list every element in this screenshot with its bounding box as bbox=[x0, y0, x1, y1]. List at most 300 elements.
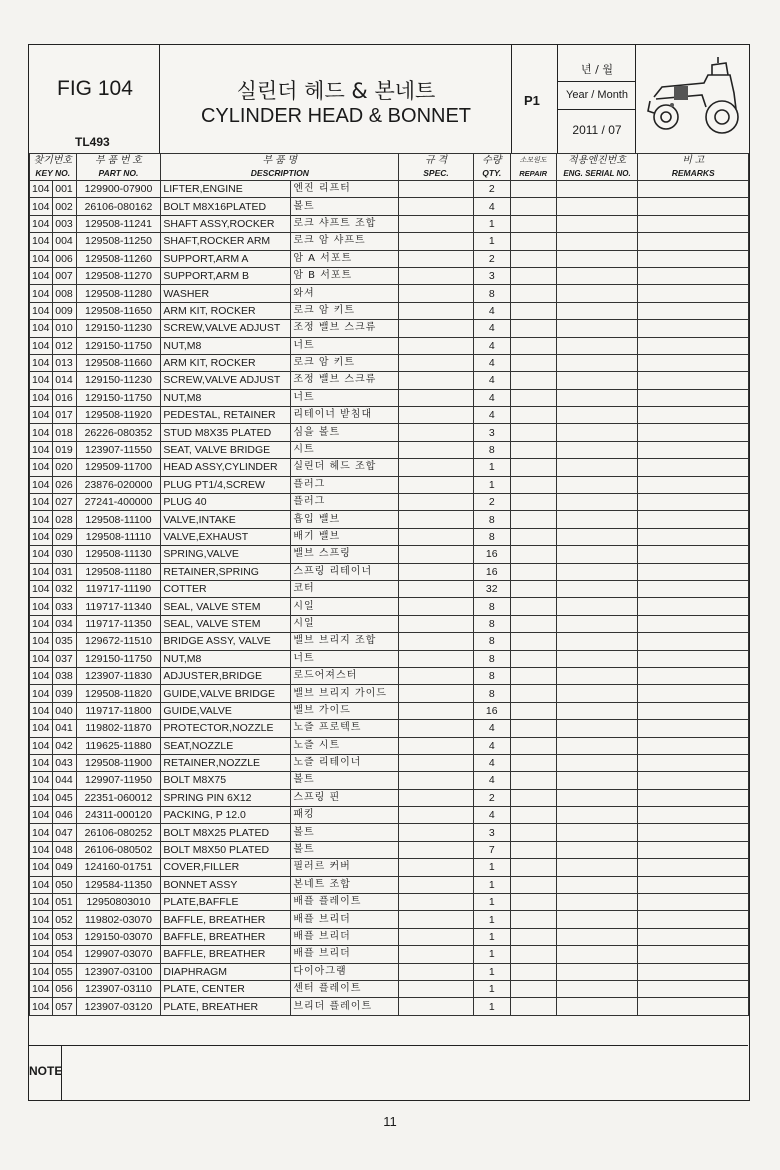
part-number-cell: 129508-11241 bbox=[76, 215, 161, 232]
spec-cell bbox=[399, 633, 474, 650]
col-key-ko: 찾기번호 bbox=[30, 154, 77, 168]
spec-cell bbox=[399, 198, 474, 215]
description-cell: PACKING, P 12.0 bbox=[161, 807, 291, 824]
part-number-cell: 129508-11180 bbox=[76, 563, 161, 580]
spec-cell bbox=[399, 546, 474, 563]
serial-cell bbox=[556, 946, 638, 963]
serial-cell bbox=[556, 407, 638, 424]
part-number-cell: 119802-11870 bbox=[76, 720, 161, 737]
fig-number-cell: 104 bbox=[30, 407, 53, 424]
serial-cell bbox=[556, 181, 638, 198]
quantity-cell: 1 bbox=[473, 459, 510, 476]
spec-cell bbox=[399, 824, 474, 841]
remarks-cell bbox=[638, 650, 749, 667]
remarks-cell bbox=[638, 824, 749, 841]
repair-cell bbox=[510, 389, 556, 406]
remarks-cell bbox=[638, 633, 749, 650]
part-number-cell: 129584-11350 bbox=[76, 876, 161, 893]
table-row bbox=[30, 285, 749, 302]
remarks-cell bbox=[638, 789, 749, 806]
key-number-cell: 027 bbox=[52, 494, 76, 511]
serial-cell bbox=[556, 511, 638, 528]
serial-cell bbox=[556, 650, 638, 667]
title-korean: 실린더 헤드 & 본네트 bbox=[236, 79, 436, 103]
fig-number-cell: 104 bbox=[30, 198, 53, 215]
part-number-cell: 119717-11800 bbox=[76, 702, 161, 719]
korean-name-cell: 시일 bbox=[291, 598, 399, 615]
description-cell: SPRING,VALVE bbox=[161, 546, 291, 563]
korean-name-cell: 밸브 브리지 조합 bbox=[291, 633, 399, 650]
quantity-cell: 8 bbox=[473, 685, 510, 702]
part-number-cell: 129150-11230 bbox=[76, 372, 161, 389]
description-cell: VALVE,INTAKE bbox=[161, 511, 291, 528]
spec-cell bbox=[399, 354, 474, 371]
korean-name-cell: 코터 bbox=[291, 580, 399, 597]
remarks-cell bbox=[638, 876, 749, 893]
key-number-cell: 006 bbox=[52, 250, 76, 267]
remarks-cell bbox=[638, 372, 749, 389]
key-number-cell: 034 bbox=[52, 615, 76, 632]
description-cell: SEAL, VALVE STEM bbox=[161, 598, 291, 615]
repair-cell bbox=[510, 772, 556, 789]
key-number-cell: 012 bbox=[52, 337, 76, 354]
description-cell: SCREW,VALVE ADJUST bbox=[161, 320, 291, 337]
key-number-cell: 053 bbox=[52, 928, 76, 945]
quantity-cell: 1 bbox=[473, 980, 510, 997]
quantity-cell: 2 bbox=[473, 494, 510, 511]
table-row bbox=[30, 894, 749, 911]
serial-cell bbox=[556, 633, 638, 650]
korean-name-cell: 볼트 bbox=[291, 824, 399, 841]
part-number-cell: 129150-11230 bbox=[76, 320, 161, 337]
key-number-cell: 055 bbox=[52, 963, 76, 980]
part-number-cell: 129508-11260 bbox=[76, 250, 161, 267]
serial-cell bbox=[556, 928, 638, 945]
spec-cell bbox=[399, 841, 474, 858]
serial-cell bbox=[556, 476, 638, 493]
description-cell: SHAFT ASSY,ROCKER bbox=[161, 215, 291, 232]
spec-cell bbox=[399, 615, 474, 632]
note-area bbox=[29, 1045, 748, 1101]
korean-name-cell: 본네트 조합 bbox=[291, 876, 399, 893]
fig-number-cell: 104 bbox=[30, 563, 53, 580]
fig-number-cell: 104 bbox=[30, 233, 53, 250]
description-cell: BOLT M8X25 PLATED bbox=[161, 824, 291, 841]
repair-cell bbox=[510, 667, 556, 684]
spec-cell bbox=[399, 459, 474, 476]
parts-sheet bbox=[28, 44, 750, 1101]
description-cell: BOLT M8X16PLATED bbox=[161, 198, 291, 215]
key-number-cell: 030 bbox=[52, 546, 76, 563]
table-row bbox=[30, 998, 749, 1015]
key-number-cell: 045 bbox=[52, 789, 76, 806]
repair-cell bbox=[510, 841, 556, 858]
key-number-cell: 033 bbox=[52, 598, 76, 615]
remarks-cell bbox=[638, 841, 749, 858]
repair-cell bbox=[510, 824, 556, 841]
repair-cell bbox=[510, 980, 556, 997]
remarks-cell bbox=[638, 407, 749, 424]
key-number-cell: 010 bbox=[52, 320, 76, 337]
serial-cell bbox=[556, 980, 638, 997]
fig-number-cell: 104 bbox=[30, 685, 53, 702]
fig-number-cell: 104 bbox=[30, 633, 53, 650]
description-cell: BAFFLE, BREATHER bbox=[161, 946, 291, 963]
spec-cell bbox=[399, 980, 474, 997]
fig-number-cell: 104 bbox=[30, 859, 53, 876]
description-cell: SUPPORT,ARM B bbox=[161, 267, 291, 284]
page-code-cell bbox=[512, 45, 558, 153]
tractor-icon bbox=[642, 53, 742, 143]
part-number-cell: 119717-11340 bbox=[76, 598, 161, 615]
fig-number-cell: 104 bbox=[30, 580, 53, 597]
spec-cell bbox=[399, 511, 474, 528]
remarks-cell bbox=[638, 198, 749, 215]
key-number-cell: 047 bbox=[52, 824, 76, 841]
table-row bbox=[30, 476, 749, 493]
remarks-cell bbox=[638, 511, 749, 528]
quantity-cell: 2 bbox=[473, 181, 510, 198]
quantity-cell: 8 bbox=[473, 667, 510, 684]
key-number-cell: 039 bbox=[52, 685, 76, 702]
table-row bbox=[30, 772, 749, 789]
korean-name-cell: 리테이너 받침대 bbox=[291, 407, 399, 424]
table-row bbox=[30, 511, 749, 528]
fig-number-cell: 104 bbox=[30, 754, 53, 771]
quantity-cell: 3 bbox=[473, 824, 510, 841]
key-number-cell: 028 bbox=[52, 511, 76, 528]
description-cell: NUT,M8 bbox=[161, 337, 291, 354]
quantity-cell: 4 bbox=[473, 772, 510, 789]
spec-cell bbox=[399, 528, 474, 545]
spec-cell bbox=[399, 876, 474, 893]
part-number-cell: 129508-11110 bbox=[76, 528, 161, 545]
korean-name-cell: 스프링 핀 bbox=[291, 789, 399, 806]
key-number-cell: 020 bbox=[52, 459, 76, 476]
repair-cell bbox=[510, 580, 556, 597]
table-row bbox=[30, 720, 749, 737]
repair-cell bbox=[510, 807, 556, 824]
korean-name-cell: 배플 플레이트 bbox=[291, 894, 399, 911]
korean-name-cell: 너트 bbox=[291, 337, 399, 354]
serial-cell bbox=[556, 267, 638, 284]
serial-cell bbox=[556, 580, 638, 597]
fig-number-cell: 104 bbox=[30, 720, 53, 737]
part-number-cell: 129672-11510 bbox=[76, 633, 161, 650]
remarks-cell bbox=[638, 980, 749, 997]
quantity-cell: 4 bbox=[473, 754, 510, 771]
table-row bbox=[30, 372, 749, 389]
korean-name-cell: 브리더 플레이트 bbox=[291, 998, 399, 1015]
remarks-cell bbox=[638, 963, 749, 980]
table-row bbox=[30, 198, 749, 215]
fig-number-cell: 104 bbox=[30, 511, 53, 528]
table-row bbox=[30, 946, 749, 963]
repair-cell bbox=[510, 720, 556, 737]
col-desc-ko: 부 품 명 bbox=[161, 154, 399, 168]
key-number-cell: 019 bbox=[52, 441, 76, 458]
part-number-cell: 129508-11270 bbox=[76, 267, 161, 284]
korean-name-cell: 로크 암 키트 bbox=[291, 302, 399, 319]
part-number-cell: 129509-11700 bbox=[76, 459, 161, 476]
year-month-cell bbox=[558, 45, 636, 153]
spec-cell bbox=[399, 337, 474, 354]
table-row bbox=[30, 876, 749, 893]
title-cell bbox=[160, 45, 512, 153]
remarks-cell bbox=[638, 859, 749, 876]
serial-cell bbox=[556, 720, 638, 737]
table-row bbox=[30, 546, 749, 563]
key-number-cell: 054 bbox=[52, 946, 76, 963]
fig-number-cell: 104 bbox=[30, 250, 53, 267]
fig-number-cell: 104 bbox=[30, 841, 53, 858]
serial-cell bbox=[556, 494, 638, 511]
description-cell: SEAL, VALVE STEM bbox=[161, 615, 291, 632]
table-row bbox=[30, 580, 749, 597]
description-cell: NUT,M8 bbox=[161, 389, 291, 406]
fig-number-cell: 104 bbox=[30, 789, 53, 806]
table-row bbox=[30, 302, 749, 319]
col-key-en: KEY NO. bbox=[30, 167, 77, 181]
remarks-cell bbox=[638, 685, 749, 702]
table-row bbox=[30, 407, 749, 424]
table-row bbox=[30, 859, 749, 876]
description-cell: BONNET ASSY bbox=[161, 876, 291, 893]
spec-cell bbox=[399, 372, 474, 389]
serial-cell bbox=[556, 772, 638, 789]
remarks-cell bbox=[638, 494, 749, 511]
serial-cell bbox=[556, 807, 638, 824]
description-cell: PLUG 40 bbox=[161, 494, 291, 511]
repair-cell bbox=[510, 928, 556, 945]
korean-name-cell: 배기 밸브 bbox=[291, 528, 399, 545]
description-cell: BAFFLE, BREATHER bbox=[161, 928, 291, 945]
repair-cell bbox=[510, 737, 556, 754]
description-cell: RETAINER,SPRING bbox=[161, 563, 291, 580]
fig-number-cell: 104 bbox=[30, 424, 53, 441]
repair-cell bbox=[510, 998, 556, 1015]
table-row bbox=[30, 754, 749, 771]
quantity-cell: 4 bbox=[473, 737, 510, 754]
repair-cell bbox=[510, 320, 556, 337]
table-row bbox=[30, 667, 749, 684]
korean-name-cell: 배플 브리더 bbox=[291, 911, 399, 928]
serial-cell bbox=[556, 998, 638, 1015]
fig-number-cell: 104 bbox=[30, 615, 53, 632]
quantity-cell: 4 bbox=[473, 198, 510, 215]
key-number-cell: 050 bbox=[52, 876, 76, 893]
col-repair-en: REPAIR bbox=[510, 167, 556, 181]
table-row bbox=[30, 233, 749, 250]
repair-cell bbox=[510, 285, 556, 302]
korean-name-cell: 노즐 프로텍트 bbox=[291, 720, 399, 737]
quantity-cell: 4 bbox=[473, 389, 510, 406]
key-number-cell: 044 bbox=[52, 772, 76, 789]
table-row bbox=[30, 441, 749, 458]
part-number-cell: 26226-080352 bbox=[76, 424, 161, 441]
repair-cell bbox=[510, 511, 556, 528]
remarks-cell bbox=[638, 320, 749, 337]
korean-name-cell: 볼트 bbox=[291, 198, 399, 215]
serial-cell bbox=[556, 354, 638, 371]
remarks-cell bbox=[638, 580, 749, 597]
table-row bbox=[30, 789, 749, 806]
repair-cell bbox=[510, 198, 556, 215]
quantity-cell: 1 bbox=[473, 911, 510, 928]
repair-cell bbox=[510, 407, 556, 424]
repair-cell bbox=[510, 963, 556, 980]
page-code: P1 bbox=[524, 93, 540, 108]
spec-cell bbox=[399, 215, 474, 232]
part-number-cell: 129508-11920 bbox=[76, 407, 161, 424]
quantity-cell: 4 bbox=[473, 354, 510, 371]
korean-name-cell: 로드어져스터 bbox=[291, 667, 399, 684]
description-cell: LIFTER,ENGINE bbox=[161, 181, 291, 198]
quantity-cell: 8 bbox=[473, 441, 510, 458]
quantity-cell: 1 bbox=[473, 215, 510, 232]
spec-cell bbox=[399, 250, 474, 267]
quantity-cell: 4 bbox=[473, 720, 510, 737]
spec-cell bbox=[399, 302, 474, 319]
part-number-cell: 129150-11750 bbox=[76, 337, 161, 354]
korean-name-cell: 스프링 리테이너 bbox=[291, 563, 399, 580]
tractor-illustration-cell bbox=[636, 45, 748, 153]
remarks-cell bbox=[638, 667, 749, 684]
quantity-cell: 2 bbox=[473, 250, 510, 267]
description-cell: PEDESTAL, RETAINER bbox=[161, 407, 291, 424]
part-number-cell: 123907-11550 bbox=[76, 441, 161, 458]
serial-cell bbox=[556, 302, 638, 319]
spec-cell bbox=[399, 563, 474, 580]
korean-name-cell: 패킹 bbox=[291, 807, 399, 824]
key-number-cell: 042 bbox=[52, 737, 76, 754]
korean-name-cell: 배플 브리더 bbox=[291, 946, 399, 963]
description-cell: PLATE,BAFFLE bbox=[161, 894, 291, 911]
serial-cell bbox=[556, 911, 638, 928]
remarks-cell bbox=[638, 459, 749, 476]
description-cell: HEAD ASSY,CYLINDER bbox=[161, 459, 291, 476]
korean-name-cell: 노즐 시트 bbox=[291, 737, 399, 754]
repair-cell bbox=[510, 946, 556, 963]
repair-cell bbox=[510, 633, 556, 650]
korean-name-cell: 암 A 서포트 bbox=[291, 250, 399, 267]
spec-cell bbox=[399, 667, 474, 684]
description-cell: GUIDE,VALVE BRIDGE bbox=[161, 685, 291, 702]
key-number-cell: 008 bbox=[52, 285, 76, 302]
fig-cell bbox=[29, 45, 160, 153]
part-number-cell: 129900-07900 bbox=[76, 181, 161, 198]
note-label: NOTE bbox=[29, 1064, 63, 1078]
remarks-cell bbox=[638, 702, 749, 719]
fig-number-cell: 104 bbox=[30, 320, 53, 337]
remarks-cell bbox=[638, 928, 749, 945]
repair-cell bbox=[510, 372, 556, 389]
repair-cell bbox=[510, 337, 556, 354]
remarks-cell bbox=[638, 389, 749, 406]
fig-number-cell: 104 bbox=[30, 737, 53, 754]
key-number-cell: 046 bbox=[52, 807, 76, 824]
description-cell: BAFFLE, BREATHER bbox=[161, 911, 291, 928]
quantity-cell: 8 bbox=[473, 598, 510, 615]
table-row bbox=[30, 494, 749, 511]
quantity-cell: 4 bbox=[473, 407, 510, 424]
korean-name-cell: 시일 bbox=[291, 615, 399, 632]
serial-cell bbox=[556, 876, 638, 893]
quantity-cell: 1 bbox=[473, 859, 510, 876]
part-number-cell: 27241-400000 bbox=[76, 494, 161, 511]
part-number-cell: 119717-11190 bbox=[76, 580, 161, 597]
page-number: 11 bbox=[383, 1114, 397, 1129]
table-row bbox=[30, 633, 749, 650]
part-number-cell: 129508-11130 bbox=[76, 546, 161, 563]
repair-cell bbox=[510, 650, 556, 667]
repair-cell bbox=[510, 494, 556, 511]
fig-number-cell: 104 bbox=[30, 181, 53, 198]
repair-cell bbox=[510, 876, 556, 893]
remarks-cell bbox=[638, 911, 749, 928]
remarks-cell bbox=[638, 563, 749, 580]
remarks-cell bbox=[638, 233, 749, 250]
repair-cell bbox=[510, 563, 556, 580]
repair-cell bbox=[510, 459, 556, 476]
description-cell: ADJUSTER,BRIDGE bbox=[161, 667, 291, 684]
spec-cell bbox=[399, 911, 474, 928]
key-number-cell: 051 bbox=[52, 894, 76, 911]
key-number-cell: 040 bbox=[52, 702, 76, 719]
header-row-korean bbox=[30, 154, 749, 168]
quantity-cell: 16 bbox=[473, 546, 510, 563]
description-cell: SEAT, VALVE BRIDGE bbox=[161, 441, 291, 458]
key-number-cell: 001 bbox=[52, 181, 76, 198]
key-number-cell: 056 bbox=[52, 980, 76, 997]
quantity-cell: 1 bbox=[473, 876, 510, 893]
repair-cell bbox=[510, 267, 556, 284]
table-row bbox=[30, 807, 749, 824]
part-number-cell: 119717-11350 bbox=[76, 615, 161, 632]
korean-name-cell: 플러그 bbox=[291, 476, 399, 493]
table-row bbox=[30, 911, 749, 928]
fig-number-cell: 104 bbox=[30, 946, 53, 963]
spec-cell bbox=[399, 389, 474, 406]
quantity-cell: 4 bbox=[473, 320, 510, 337]
repair-cell bbox=[510, 181, 556, 198]
col-spec-en: SPEC. bbox=[399, 167, 474, 181]
description-cell: SHAFT,ROCKER ARM bbox=[161, 233, 291, 250]
description-cell: SCREW,VALVE ADJUST bbox=[161, 372, 291, 389]
remarks-cell bbox=[638, 302, 749, 319]
fig-number: FIG 104 bbox=[57, 77, 133, 100]
table-row bbox=[30, 320, 749, 337]
korean-name-cell: 조정 밸브 스크류 bbox=[291, 320, 399, 337]
key-number-cell: 002 bbox=[52, 198, 76, 215]
fig-number-cell: 104 bbox=[30, 911, 53, 928]
table-row bbox=[30, 459, 749, 476]
key-number-cell: 035 bbox=[52, 633, 76, 650]
model-number: TL493 bbox=[75, 135, 110, 149]
fig-number-cell: 104 bbox=[30, 876, 53, 893]
spec-cell bbox=[399, 894, 474, 911]
remarks-cell bbox=[638, 476, 749, 493]
description-cell: SEAT,NOZZLE bbox=[161, 737, 291, 754]
spec-cell bbox=[399, 580, 474, 597]
key-number-cell: 013 bbox=[52, 354, 76, 371]
spec-cell bbox=[399, 928, 474, 945]
remarks-cell bbox=[638, 720, 749, 737]
table-row bbox=[30, 615, 749, 632]
quantity-cell: 1 bbox=[473, 998, 510, 1015]
quantity-cell: 1 bbox=[473, 928, 510, 945]
description-cell: ARM KIT, ROCKER bbox=[161, 354, 291, 371]
